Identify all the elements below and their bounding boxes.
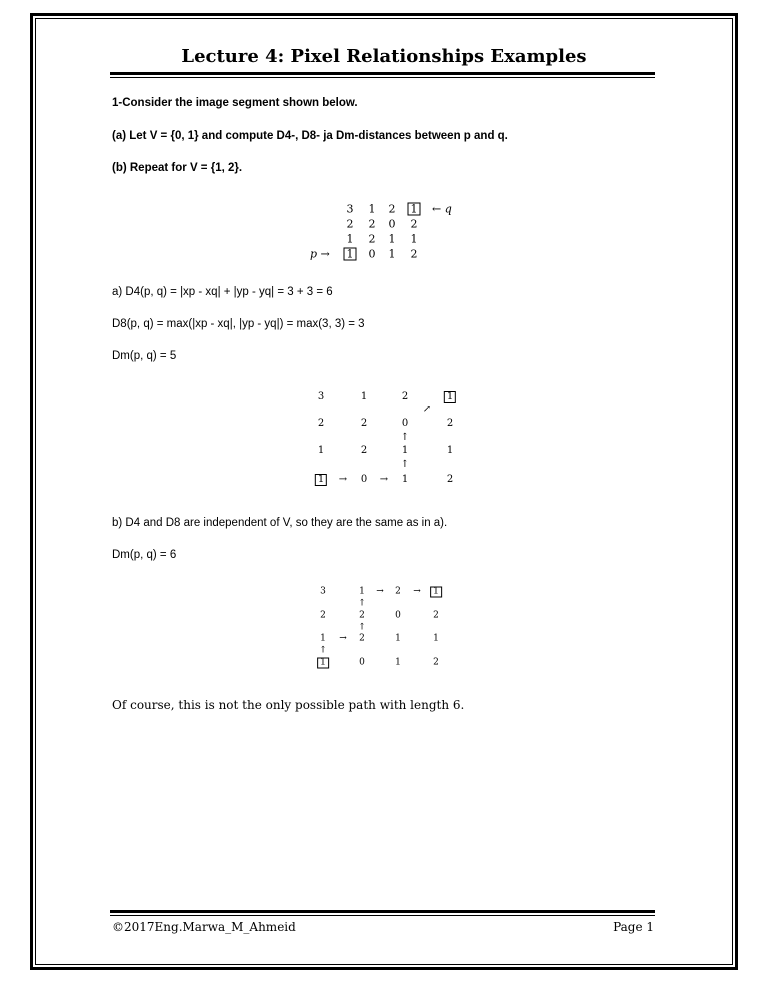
- m3-cell: 2: [433, 610, 439, 621]
- m2-cell: 0: [360, 474, 368, 485]
- m1-cell: 1: [346, 232, 354, 246]
- m2-cell-q: 1: [444, 391, 456, 403]
- m3-cell: 0: [359, 657, 365, 668]
- m2-cell: 3: [317, 391, 325, 402]
- m1-cell: 2: [388, 202, 396, 216]
- m1-cell: 2: [410, 247, 418, 261]
- m3-cell: 1: [395, 633, 401, 644]
- m1-cell: 1: [388, 247, 396, 261]
- m2-cell-p: 1: [315, 474, 327, 486]
- m1-cell: 1: [388, 232, 396, 246]
- m3-cell: 2: [359, 610, 365, 621]
- header-rule-thin: [110, 77, 655, 78]
- page-title: Lecture 4: Pixel Relationships Examples: [181, 46, 587, 67]
- m3-cell: 2: [395, 586, 401, 597]
- m3-cell: 1: [320, 633, 326, 644]
- m3-cell-p: 1: [317, 658, 329, 669]
- m2-cell: 1: [317, 445, 325, 456]
- header-rule: [110, 72, 655, 75]
- m1-cell: 2: [368, 217, 376, 231]
- page-border-inner: [35, 18, 733, 965]
- m2-cell: 2: [360, 445, 368, 456]
- right-arrow-icon: →: [338, 474, 348, 485]
- problem-heading: 1-Consider the image segment shown below.: [112, 97, 358, 109]
- m2-cell: 2: [401, 391, 409, 402]
- m1-cell: 3: [346, 202, 354, 216]
- closing-remark: Of course, this is not the only possible path with length 6.: [112, 698, 465, 712]
- m1-cell: 2: [346, 217, 354, 231]
- m3-cell-q: 1: [430, 587, 442, 598]
- m3-cell: 1: [395, 657, 401, 668]
- footer-rule-thin: [110, 915, 655, 916]
- problem-part-b: (b) Repeat for V = {1, 2}.: [112, 162, 243, 174]
- m3-cell: 1: [433, 633, 439, 644]
- m3-cell: 1: [359, 586, 365, 597]
- m2-cell: 0: [401, 418, 409, 429]
- m3-cell: 2: [359, 633, 365, 644]
- m2-cell: 1: [401, 445, 409, 456]
- footer-rule: [110, 910, 655, 913]
- right-arrow-icon: →: [413, 586, 421, 597]
- m1-cell-q: 1: [408, 203, 421, 216]
- footer-copyright: ©2017Eng.Marwa_M_Ahmeid: [112, 920, 296, 934]
- m3-cell: 2: [320, 610, 326, 621]
- diag-arrow-icon: ↗: [422, 404, 432, 415]
- m2-cell: 1: [401, 474, 409, 485]
- m3-cell: 3: [320, 586, 326, 597]
- right-arrow-icon: →: [339, 633, 347, 644]
- answer-a-d4: a) D4(p, q) = |xp - xq| + |yp - yq| = 3 + 3 = 6: [112, 286, 333, 298]
- m3-cell: 0: [395, 610, 401, 621]
- m2-cell: 1: [360, 391, 368, 402]
- q-label: ← q: [432, 202, 452, 216]
- m1-cell: 2: [410, 217, 418, 231]
- m3-cell: 2: [433, 657, 439, 668]
- m2-cell: 2: [446, 418, 454, 429]
- up-arrow-icon: ↑: [400, 432, 410, 443]
- m1-cell: 1: [368, 202, 376, 216]
- m2-cell: 2: [446, 474, 454, 485]
- footer-page-number: Page 1: [613, 920, 654, 934]
- answer-b-note: b) D4 and D8 are independent of V, so they are the same as in a).: [112, 517, 448, 529]
- m2-cell: 2: [360, 418, 368, 429]
- m1-cell-p: 1: [344, 248, 357, 261]
- m1-cell: 1: [410, 232, 418, 246]
- right-arrow-icon: →: [376, 586, 384, 597]
- up-arrow-icon: ↑: [358, 598, 366, 609]
- answer-a-d8: D8(p, q) = max(|xp - xq|, |yp - yq|) = max(3, 3) = 3: [112, 318, 365, 330]
- problem-part-a: (a) Let V = {0, 1} and compute D4-, D8- ja Dm-distances between p and q.: [112, 130, 508, 142]
- m1-cell: 0: [368, 247, 376, 261]
- m1-cell: 2: [368, 232, 376, 246]
- m2-cell: 1: [446, 445, 454, 456]
- m2-cell: 2: [317, 418, 325, 429]
- right-arrow-icon: →: [379, 474, 389, 485]
- p-label: p →: [310, 247, 330, 261]
- answer-a-dm: Dm(p, q) = 5: [112, 350, 177, 362]
- up-arrow-icon: ↑: [400, 459, 410, 470]
- m1-cell: 0: [388, 217, 396, 231]
- answer-b-dm: Dm(p, q) = 6: [112, 549, 177, 561]
- up-arrow-icon: ↑: [358, 622, 366, 633]
- up-arrow-icon: ↑: [319, 645, 327, 656]
